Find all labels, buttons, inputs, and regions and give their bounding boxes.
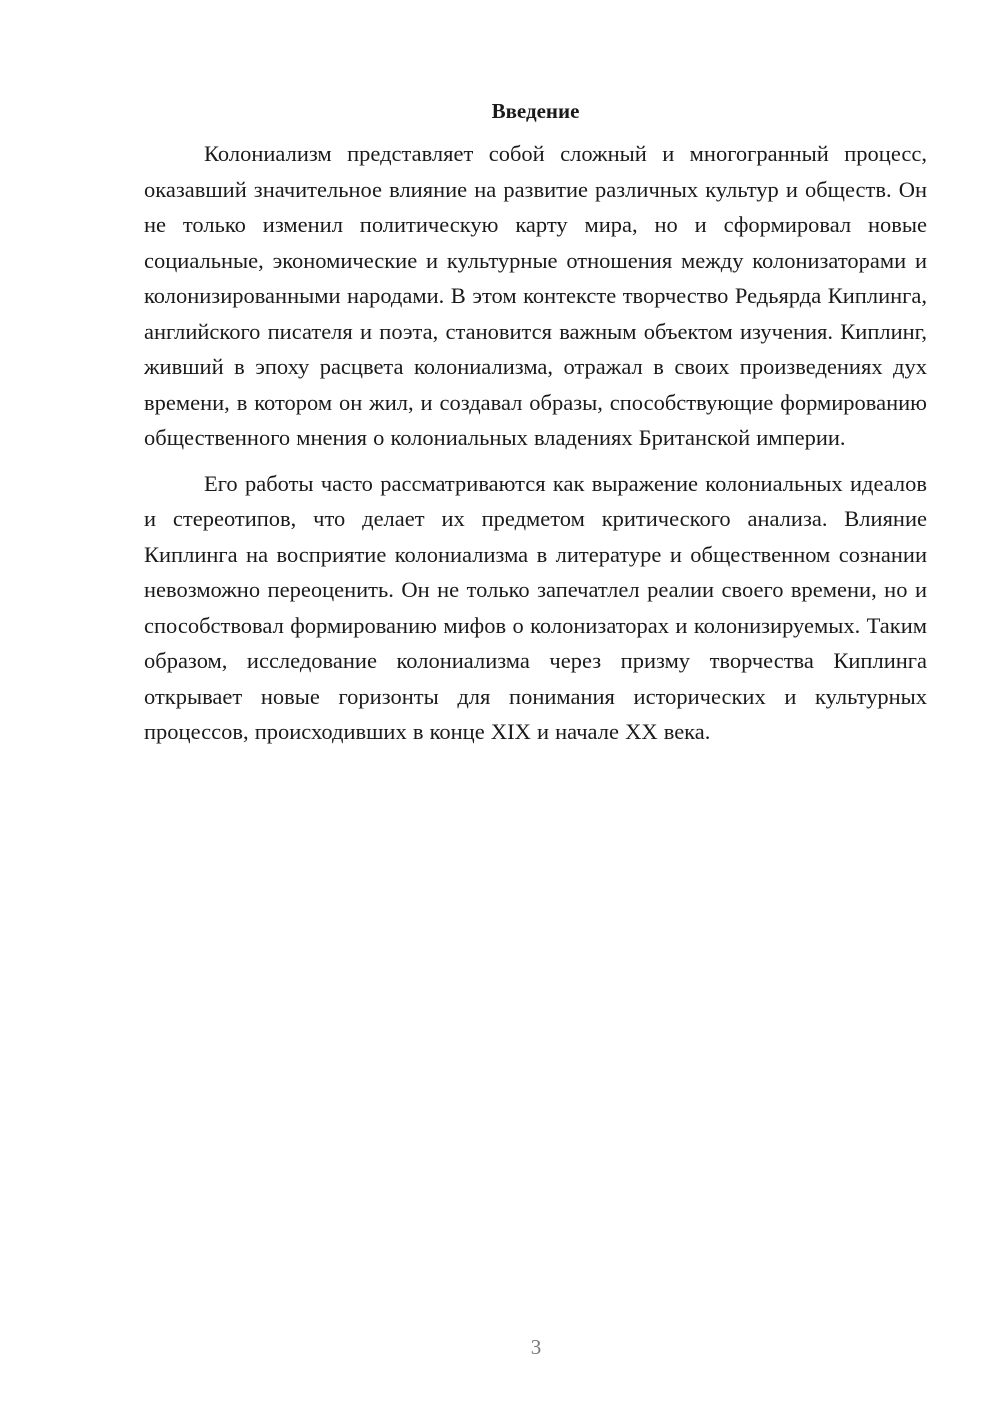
paragraph-1: Колониализм представляет собой сложный и многогранный процесс, оказавший значительное влияние на развитие различных культур и обществ. Он не только изменил политическую карту мира, но и сформировал новые социальные, экономические и культурные отношения между колонизаторами и колонизированными народами. В этом контексте творчество Редьярда Киплинга, английского писателя и поэта, становится важным объектом изучения. Киплинг, живший в эпоху расцвета колониализма, отражал в своих произведениях дух времени, в котором он жил, и создавал образы, способствующие формированию общественного мнения о колониальных владениях Британской империи. bbox=[144, 141, 927, 450]
paragraph-2: Его работы часто рассматриваются как выражение колониальных идеалов и стереотипов, что делает их предметом критического анализа. Влияние Киплинга на восприятие колониализма в литературе и общественном сознании невозможно переоценить. Он не только запечатлел реалии своего времени, но и способствовал формированию мифов о колонизаторах и колонизируемых. Таким образом, исследование колониализма через призму творчества Киплинга открывает новые горизонты для понимания исторических и культурных процессов, происходивших в конце XIX и начале XX века. bbox=[144, 470, 927, 744]
page-number: 3 bbox=[530, 1335, 542, 1359]
section-heading: Введение bbox=[491, 99, 580, 123]
page-content bbox=[144, 98, 927, 750]
